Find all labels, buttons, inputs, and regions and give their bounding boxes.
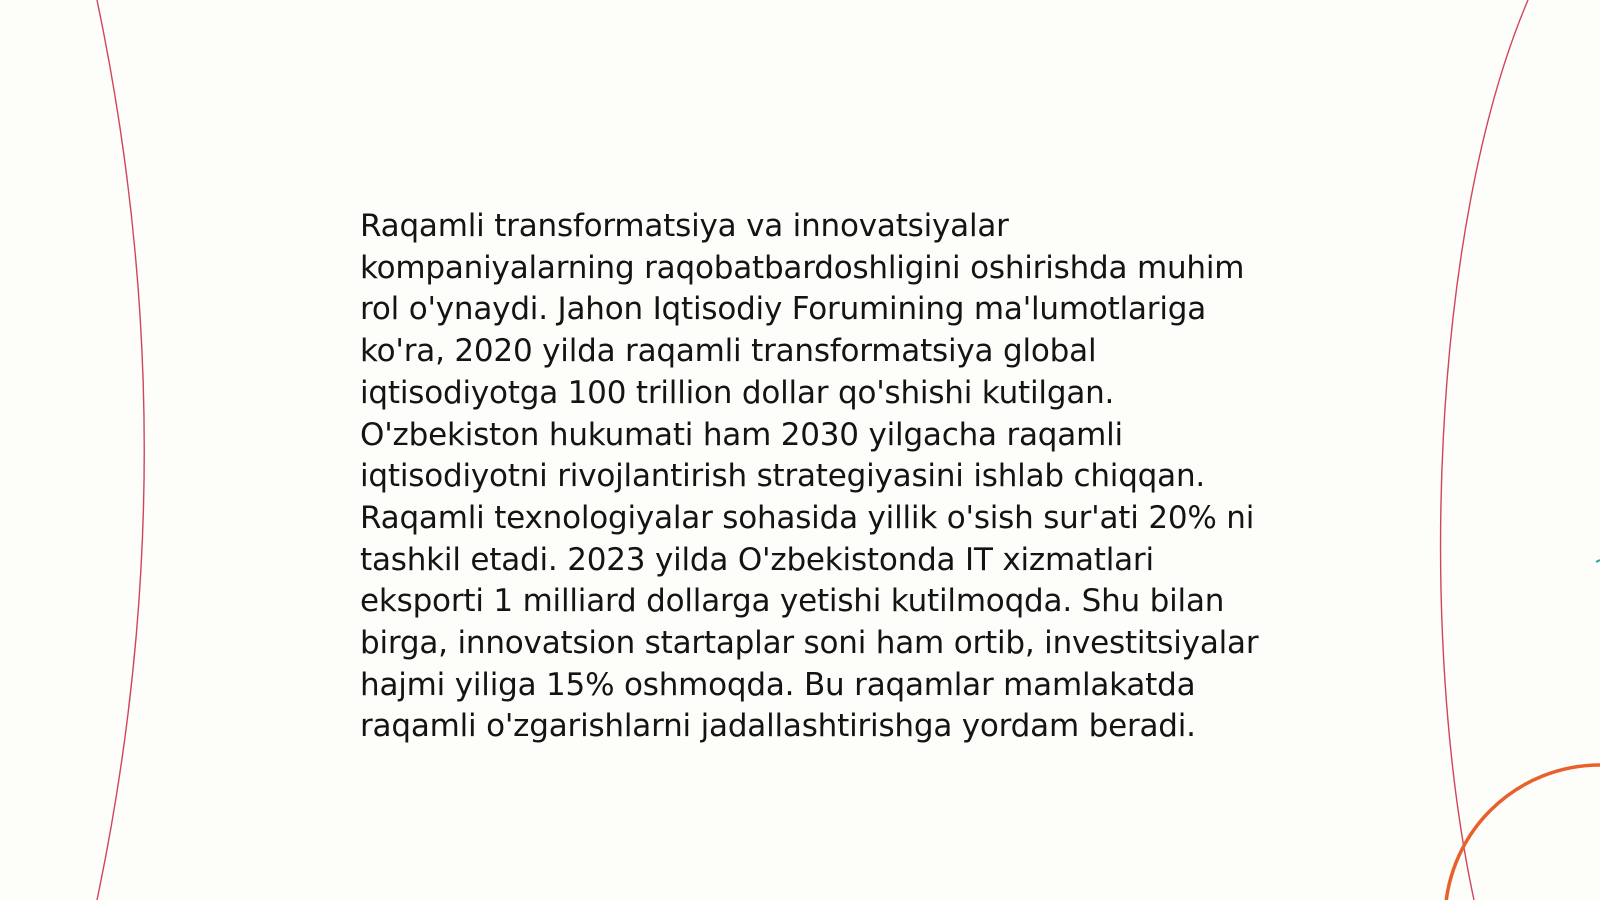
left-curve-line bbox=[97, 0, 144, 900]
teal-tick-mark bbox=[1596, 560, 1600, 562]
body-paragraph: Raqamli transformatsiya va innovatsiyalar kompaniyalarning raqobatbardoshligini oshirishda muhim rol o'ynaydi. Jahon Iqtisodiy Forumining ma'lumotlariga ko'ra, 2020 yilda raqamli transformatsiya global iqtisodiyotga 100 trillion dollar qo'shishi kutilgan. O'zbekiston hukumati ham 2030 yilgacha raqamli iqtisodiyotni rivojlantirish strategiyasini ishlab chiqqan. Raqamli texnologiyalar sohasida yillik o'sish sur'ati 20% ni tashkil etadi. 2023 yilda O'zbekistonda IT xizmatlari eksporti 1 milliard dollarga yetishi kutilmoqda. Shu bilan birga, innovatsion startaplar soni ham ortib, investitsiyalar hajmi yiliga 15% oshmoqda. Bu raqamlar mamlakatda raqamli o'zgarishlarni jadallashtirishga yordam beradi. bbox=[360, 208, 1259, 745]
right-curve-line bbox=[1441, 0, 1528, 900]
orange-circle-outline bbox=[1445, 765, 1600, 900]
